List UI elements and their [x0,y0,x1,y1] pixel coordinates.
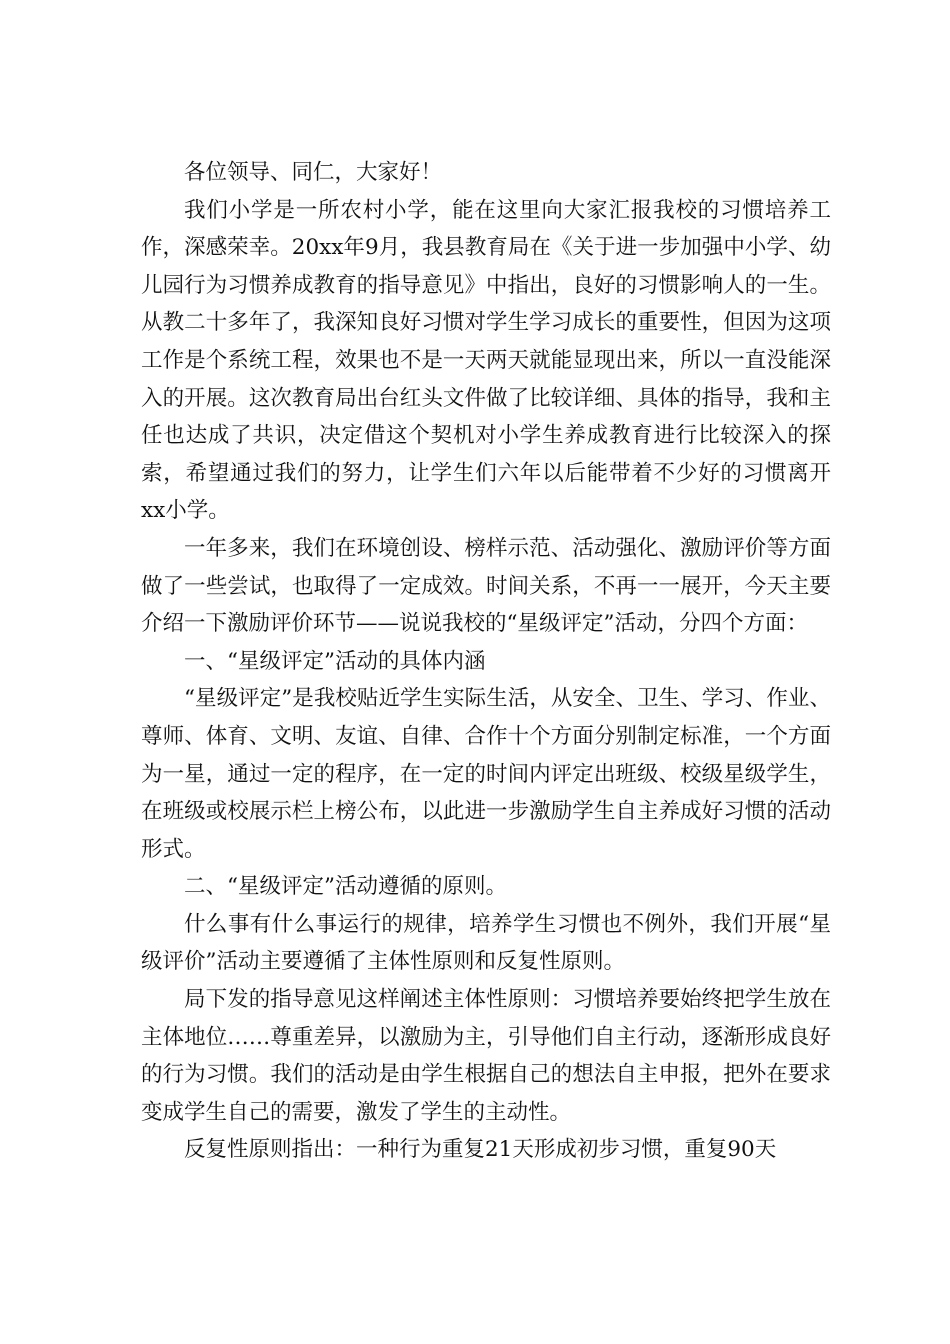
greeting-paragraph: 各位领导、同仁，大家好！ [184,160,443,185]
intro-paragraph: 我们小学是一所农村小学，能在这里向大家汇报我校的习惯培养工作，深感荣幸。20xx年9月，我县教育局在《关于进一步加强中小学、幼儿园行为习惯养成教育的指导意见》中指出，良好的习惯影响人的一生。从教二十多年了，我深知良好习惯对学生学习成长的重要性，但因为这项工作是个系统工程，效果也不是一天两天就能显现出来，所以一直没能深入的开展。这次教育局出台红头文件做了比较详细、具体的指导，我和主任也达成了共识，决定借这个契机对小学生养成教育进行比较深入的探索，希望通过我们的努力，让学生们六年以后能带着不少好的习惯离开xx小学。 [141,197,831,524]
principles-paragraph: 什么事有什么事运行的规律，培养学生习惯也不例外，我们开展“星级评价”活动主要遵循了主体性原则和反复性原则。 [141,911,831,975]
section-heading-2: 二、“星级评定”活动遵循的原则。 [184,874,507,900]
repetition-principle-paragraph: 反复性原则指出：一种行为重复21天形成初步习惯，重复90天 [184,1137,777,1163]
section-1-paragraph: “星级评定”是我校贴近学生实际生活，从安全、卫生、学习、作业、尊师、体育、文明、友谊、自律、合作十个方面分别制定标准，一个方面为一星，通过一定的程序，在一定的时间内评定出班级、校级星级学生，在班级或校展示栏上榜公布，以此进一步激励学生自主养成好习惯的活动形式。 [141,686,831,862]
subject-principle-paragraph: 局下发的指导意见这样阐述主体性原则：习惯培养要始终把学生放在主体地位……尊重差异，以激励为主，引导他们自主行动，逐渐形成良好的行为习惯。我们的活动是由学生根据自己的想法自主申报，把外在要求变成学生自己的需要，激发了学生的主动性。 [141,987,831,1125]
section-heading-1: 一、“星级评定”活动的具体内涵 [184,648,486,674]
overview-paragraph: 一年多来，我们在环境创设、榜样示范、活动强化、激励评价等方面做了一些尝试，也取得了一定成效。时间关系，不再一一展开，今天主要介绍一下激励评价环节——说说我校的“星级评定”活动，分四个方面： [141,535,831,637]
document-body [141,154,831,1169]
